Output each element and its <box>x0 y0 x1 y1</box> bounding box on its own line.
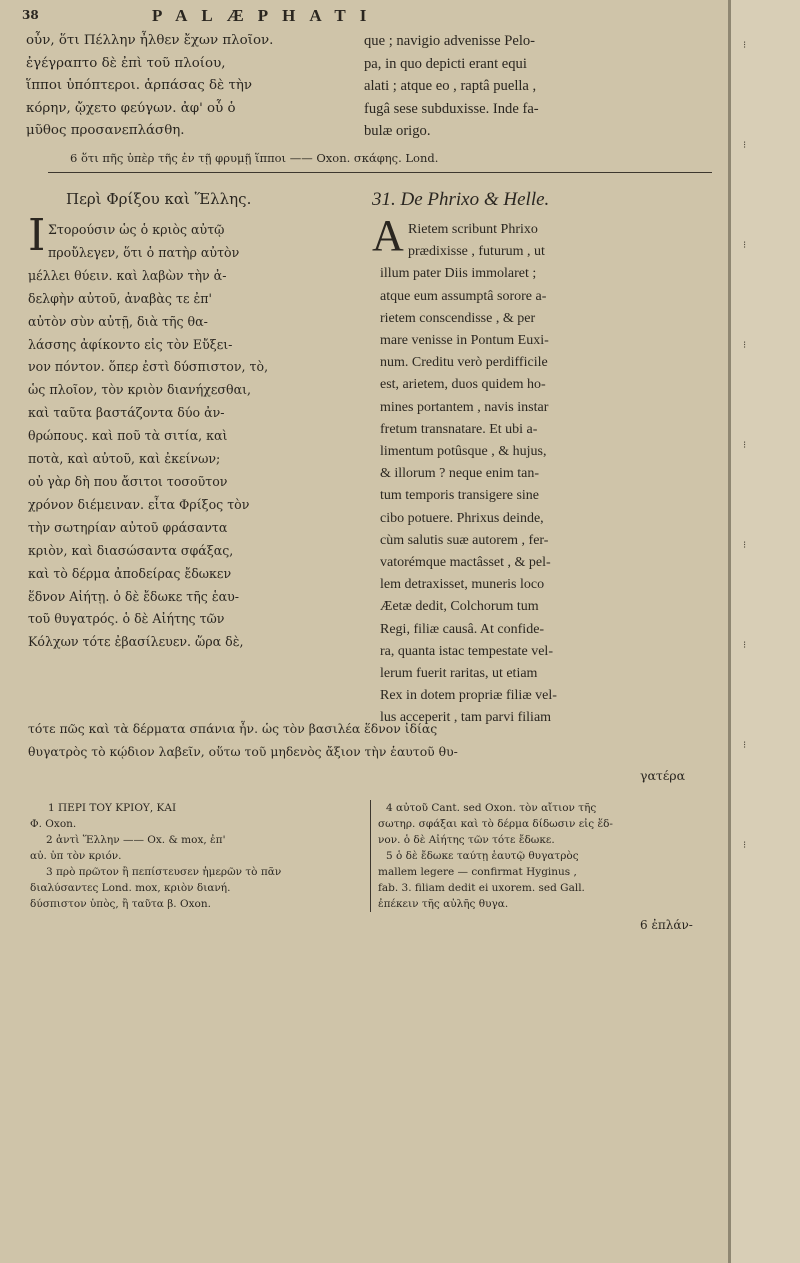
edge-fragment: ⁝ <box>743 140 747 151</box>
text-line: atque eum assumptâ sorore a- <box>380 288 547 304</box>
top-note: 6 ὅτι πῆς ὑπὲρ τῆς ἐν τῇ φρυμῇ ἵπποι —— Oxon. σκάφης. Lond. <box>70 151 439 165</box>
footnote-line: 1 ΠΕΡΙ ΤΟΥ ΚΡΙΟΥ, ΚΑΙ <box>48 802 177 814</box>
text-line: prædixisse , futurum , ut <box>408 244 545 260</box>
text-line: ποτὰ, καὶ αὐτοῦ, καὶ ἐκείνων; <box>28 451 221 467</box>
footnote-line: fab. 3. filiam dedit ei uxorem. sed Gall. <box>378 882 585 894</box>
footnote-line: νον. ὁ δὲ Αἰήτης τῶν τότε ἔδωκε. <box>378 834 555 846</box>
text-line: fugâ sese subduxisse. Inde fa- <box>364 100 539 117</box>
text-line: mare venisse in Pontum Euxi- <box>380 333 549 349</box>
text-line: προὔλεγεν, ὅτι ὁ πατὴρ αὐτὸν <box>48 244 240 260</box>
latin-body-text <box>380 219 726 730</box>
text-line: Στορούσιν ὡς ὁ κριὸς αὐτῷ <box>48 222 225 237</box>
footnote-line: σωτηρ. σφάξαι καὶ τὸ δέρμα δίδωσιν εἰς ἕδ- <box>378 818 613 830</box>
text-line: fretum transnatare. Et ubi a- <box>380 421 538 437</box>
edge-fragment: ⁝ <box>743 440 747 451</box>
edge-fragment: ⁝ <box>743 840 747 851</box>
footnote-line: Φ. Oxon. <box>30 818 77 830</box>
text-line: Rietem scribunt Phrixo <box>408 222 538 237</box>
footnote-line: ἐπέκειν τῆς αὐλῆς θυγα. <box>378 898 509 910</box>
page-number: 38 <box>22 8 39 22</box>
text-line: νον πόντον. ὅπερ ἐστὶ δύσπιστον, τὸ, <box>28 359 269 375</box>
text-line: alati ; atque eo , raptâ puella , <box>364 78 537 94</box>
text-line: bulæ origo. <box>364 123 431 139</box>
text-line: tum temporis transigere sine <box>380 488 540 504</box>
edge-fragment: ⁝ <box>743 740 747 751</box>
text-line: & illorum ? neque enim tan- <box>380 466 540 482</box>
greek-closing-text <box>28 718 724 763</box>
separator-rule <box>48 172 712 173</box>
text-line: τὴν σωτηρίαν αὐτοῦ φράσαντα <box>28 519 228 535</box>
text-line: limentum potûsque , & hujus, <box>380 444 547 460</box>
text-line: cibo potuere. Phrixus deinde, <box>380 510 544 526</box>
edge-fragment: ⁝ <box>743 240 747 251</box>
text-line: τοῦ θυγατρός. ὁ δὲ Αἰήτης τῶν <box>28 611 225 627</box>
footnote-line: 4 αὐτοῦ Cant. sed Oxon. τὸν αἴτιον τῆς <box>386 802 597 814</box>
footnote-line: δύσπιστον ὑπὸς, ἢ ταῦτα β. Oxon. <box>30 898 211 910</box>
adjacent-page-edge <box>728 0 800 1263</box>
greek-body-text <box>28 219 362 654</box>
edge-fragment: ⁝ <box>743 340 747 351</box>
footnote-line: αὐ. ὑπ τὸν κριόν. <box>30 850 122 862</box>
text-line: illum pater Diis immolaret ; <box>380 266 537 282</box>
text-line: Rex in dotem propriæ filiæ vel- <box>380 688 557 704</box>
top-latin-text <box>364 30 724 143</box>
latin-section-heading: 31. De Phrixo & Helle. <box>372 189 550 210</box>
footnotes-right <box>378 800 722 912</box>
text-line: καὶ τὸ δέρμα ἀποδείρας ἔδωκεν <box>28 565 232 581</box>
text-line: lem detraxisset, muneris loco <box>380 577 545 593</box>
running-head: PALÆPHATI <box>152 6 381 25</box>
text-line: cùm salutis suæ autorem , fer- <box>380 532 549 548</box>
text-line: Regi, filiæ causâ. At confide- <box>380 621 545 637</box>
text-line: ra, quanta istac tempestate vel- <box>380 643 553 659</box>
footnote-line: mallem legere — confirmat Hyginus , <box>378 866 577 878</box>
text-line: οὖν, ὅτι Πέλλην ἦλθεν ἔχων πλοῖον. <box>26 33 274 48</box>
text-line: τότε πῶς καὶ τὰ δέρματα σπάνια ἦν. ὡς τὸν βασιλέα ἕδνον ἰδίας <box>28 721 438 736</box>
greek-drop-capital: Ι <box>28 210 46 261</box>
latin-drop-capital: A <box>372 211 404 260</box>
text-line: num. Creditu verò perdifficile <box>380 355 548 371</box>
text-line: θρώπους. καὶ ποῦ τὰ σιτία, καὶ <box>28 428 228 444</box>
text-line: κριὸν, καὶ διασώσαντα σφάξας, <box>28 542 234 558</box>
footnote-catchword: 6 ἐπλάν- <box>640 918 693 932</box>
text-line: ὡς πλοῖον, τὸν κριὸν διανήχεσθαι, <box>28 382 252 398</box>
text-line: que ; navigio advenisse Pelo- <box>364 33 536 49</box>
text-line: οὐ γὰρ δὴ που ἄσιτοι τοσοῦτον <box>28 473 228 489</box>
text-line: mines portantem , navis instar <box>380 399 549 415</box>
text-line: est, arietem, duos quidem ho- <box>380 377 546 393</box>
top-greek-text <box>26 30 360 143</box>
text-line: vatorémque mactâsset , & pel- <box>380 555 551 571</box>
text-line: κόρην, ᾤχετο φεύγων. ἀφ' οὗ ὁ <box>26 100 236 116</box>
text-line: μῦθος προσανεπλάσθη. <box>26 123 185 138</box>
edge-fragment: ⁝ <box>743 540 747 551</box>
text-line: θυγατρὸς τὸ κῴδιον λαβεῖν, οὕτω τοῦ μηδενὸς ἄξιον τὴν ἑαυτοῦ θυ- <box>28 743 458 759</box>
edge-fragment: ⁝ <box>743 40 747 51</box>
footnote-line: 2 ἀντὶ Ἕλλην —— Ox. & mox, ἐπ' <box>46 834 226 846</box>
text-line: ἵπποι ὑπόπτεροι. ἁρπάσας δὲ τὴν <box>26 78 253 93</box>
text-line: αὐτὸν σὺν αὐτῇ, διὰ τῆς θα- <box>28 313 208 329</box>
footnote-line: διαλύσαντες Lond. mox, κριὸν διανή. <box>30 882 231 894</box>
text-line: καὶ ταῦτα βαστάζοντα δύο ἀν- <box>28 405 225 421</box>
edge-fragment: ⁝ <box>743 640 747 651</box>
catchword: γατέρα <box>640 768 686 783</box>
footnotes-left <box>30 800 360 912</box>
text-line: Κόλχων τότε ἐβασίλευεν. ὥρα δὲ, <box>28 634 244 650</box>
greek-section-heading: Περὶ Φρίξου καὶ Ἕλλης. <box>66 190 252 208</box>
text-line: lus acceperit , tam parvi filiam <box>380 710 552 726</box>
text-line: χρόνον διέμειναν. εἶτα Φρίξος τὸν <box>28 496 250 512</box>
text-line: Æetæ dedit, Colchorum tum <box>380 599 539 615</box>
footnote-column-divider <box>370 800 371 912</box>
text-line: rietem conscendisse , & per <box>380 310 536 326</box>
text-line: lerum fuerit raritas, ut etiam <box>380 666 538 682</box>
text-line: ἕδνον Αἰήτῃ. ὁ δὲ ἔδωκε τῆς ἑαυ- <box>28 588 240 604</box>
text-line: λάσσης ἀφίκοντο εἰς τὸν Εὔξει- <box>28 336 233 352</box>
text-line: δελφὴν αὐτοῦ, ἀναβὰς τε ἐπ' <box>28 290 212 306</box>
footnote-line: 3 πρὸ πρῶτον ἢ πεπίστευσεν ἡμερῶν τὸ πᾶν <box>46 866 282 878</box>
text-line: pa, in quo depicti erant equi <box>364 55 527 72</box>
text-line: ἐγέγραπτο δὲ ἐπὶ τοῦ πλοίου, <box>26 55 226 71</box>
text-line: μέλλει θύειν. καὶ λαβὼν τὴν ἀ- <box>28 267 227 283</box>
page-header <box>22 6 722 28</box>
footnote-line: 5 ὁ δὲ ἔδωκε ταύτῃ ἑαυτῷ θυγατρὸς <box>386 850 579 862</box>
